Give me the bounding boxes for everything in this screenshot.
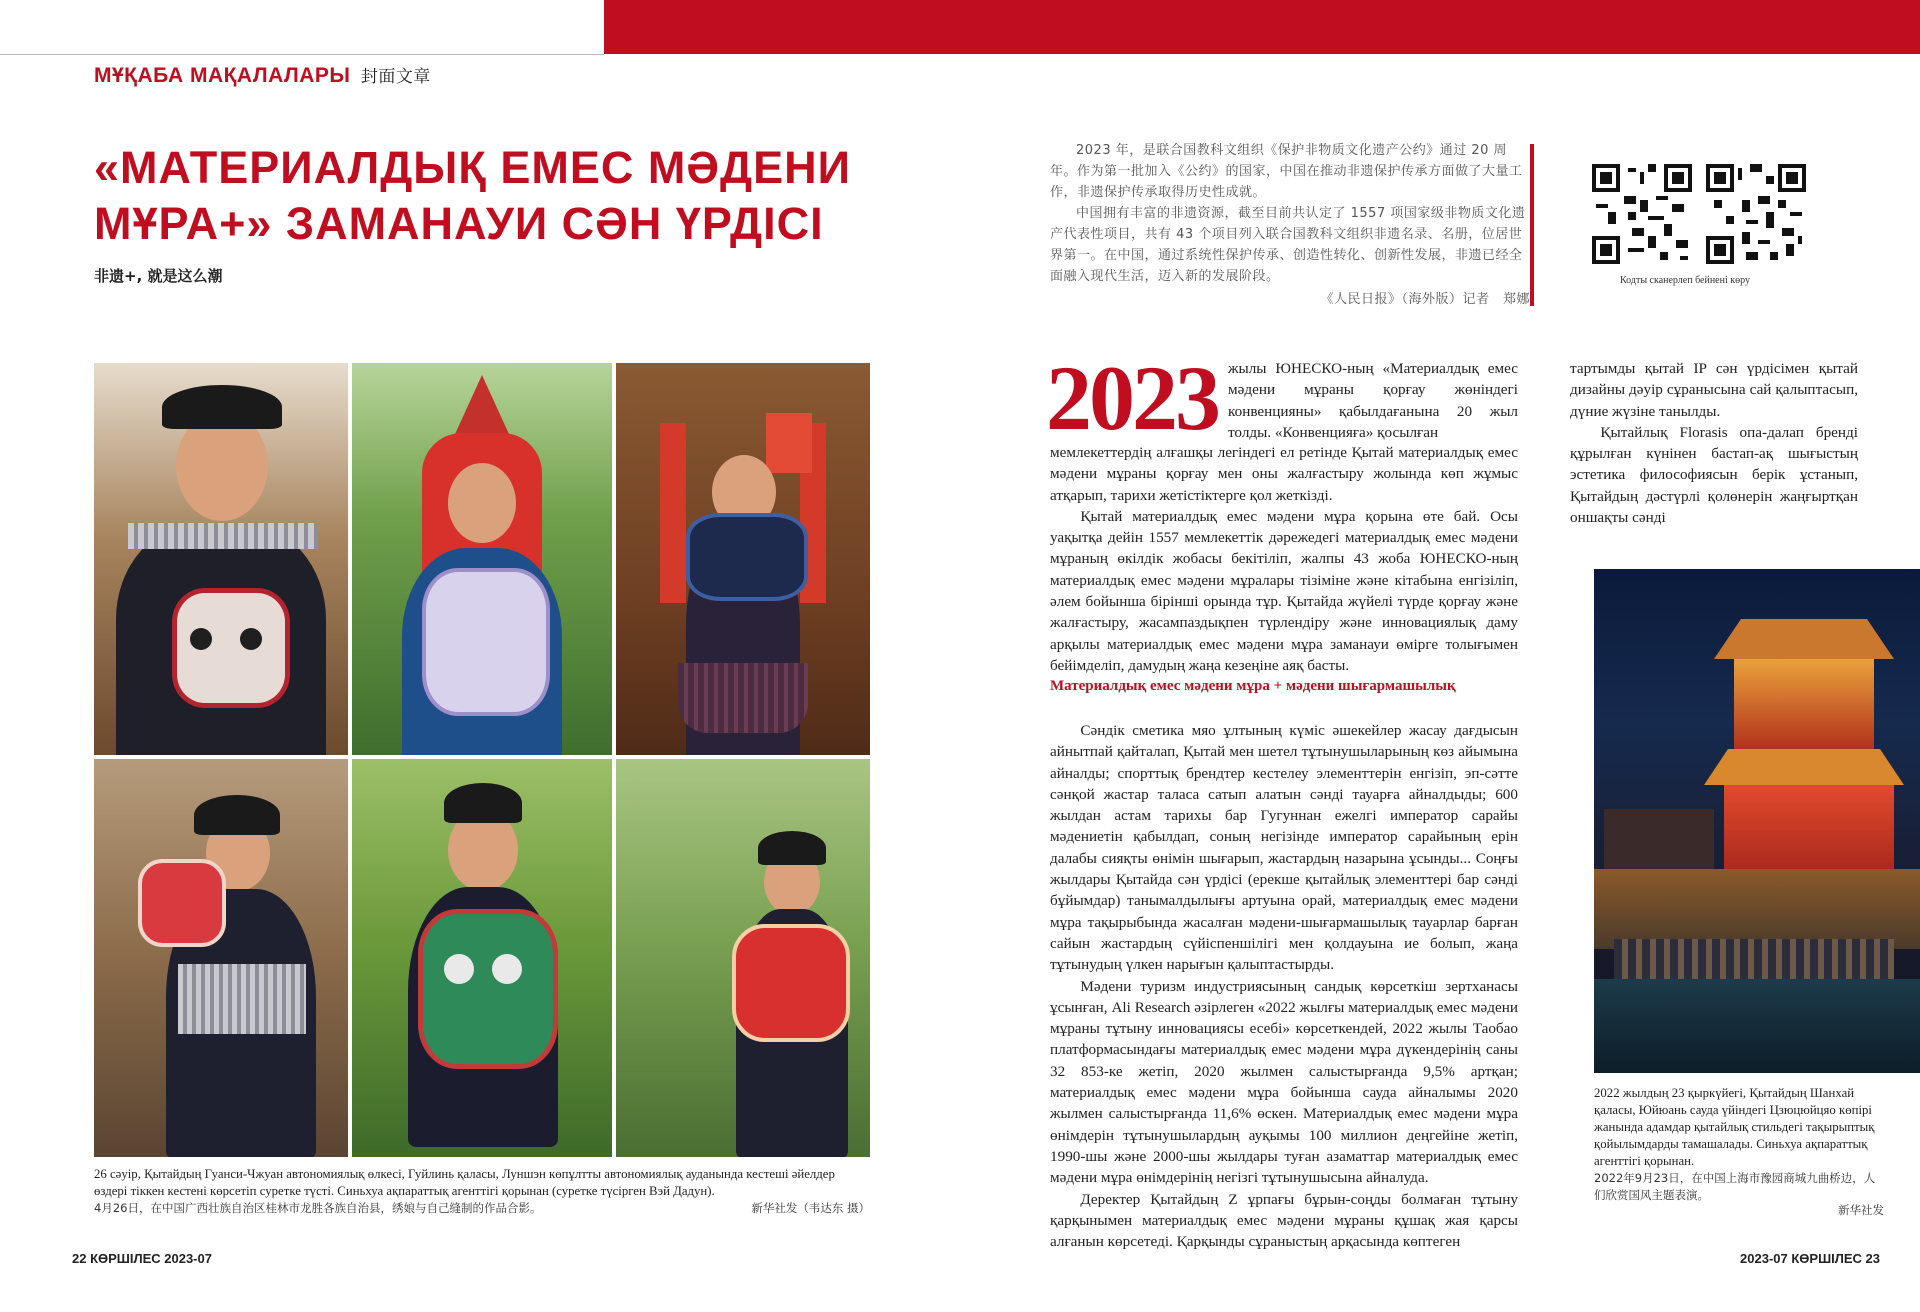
photo-caption-kz: 26 сәуір, Қытайдың Гуанси-Чжуан автономиялық өлкесі, Гуйлинь қаласы, Луншэн көпұлтты автономиялық ауданында кестеші әйелдер өздері тіккен кестені көрсетіп суретке түсті. Синьхуа ақпараттық агенттігі қорынан (суретке түсірген Вэй Дадун). (94, 1167, 835, 1198)
photo-embroiderer-2 (352, 363, 612, 755)
lead-paragraph: жылы ЮНЕСКО-ның «Материалдық емес мәдени мұраны қорғау жөніндегі конвенцияны» қабылдағанына 20 жыл толды. «Конвенцияға» қосылған (1228, 360, 1518, 441)
night-photo-caption-cn: 2022年9月23日，在中国上海市豫园商城九曲桥边，人们欣赏国风主题表演。 (1594, 1171, 1876, 1202)
qr-code-1[interactable] (1592, 164, 1664, 264)
photo-credit-cn: 新华社发（韦达东 摄） (751, 1201, 870, 1215)
paragraph-right-top: тартымды қытай IP сән үрдісімен қытай дизайны дәуір сұранысына сай қалыптасып, дүние жүзіне танылды. (1570, 360, 1858, 420)
article-subtitle-cn: 非遗+, 就是这么潮 (94, 267, 223, 285)
qr-code-icon (1592, 164, 1692, 264)
photo-embroiderer-6 (616, 759, 870, 1157)
photo-yuyuan-night (1594, 569, 1920, 1073)
intro-cn-p2: 中国拥有丰富的非遗资源，截至目前共认定了 1557 项国家级非物质文化遗产代表性项目，共有 43 个项目列入联合国教科文组织非遗名录、名册，位居世界第一。在中国，通过系统性保护传承、创造性转化、创新性发展，非遗已经全面融入现代生活，迈入新的发展阶段。 (1050, 206, 1526, 284)
article-title (94, 140, 894, 252)
dropcap-year: 2023 (1046, 347, 1218, 449)
paragraph-right-2: Қытайлық Florasis опа-далап бренді құрылған күнінен бастап-ақ шығыстың эстетика философиясын берік ұстанып, Қытайдың дәстүрлі қолөнерін жаңғыртқан оншақты сәнді (1570, 423, 1858, 527)
header-rule (0, 54, 604, 55)
intro-cn (1050, 140, 1530, 310)
kicker-cn: 封面文章 (360, 67, 431, 86)
photo-embroiderer-4 (94, 759, 348, 1157)
night-photo-caption: 2022 жылдың 23 қыркүйегі, Қытайдың Шанхай қаласы, Юйюань сауда үйіндегі Цзюцюйцяо көпірі жанында адамдар қытайлық стильдегі тақырыптық қойылымдарды тамашалады. Синьхуа ақпараттық агенттігі қорынан. (1594, 1086, 1875, 1168)
photo-embroiderer-3 (616, 363, 870, 755)
intro-accent-rule (1530, 144, 1534, 306)
qr-code-icon (1706, 164, 1806, 264)
photo-embroiderer-5 (352, 759, 612, 1157)
intro-cn-p1: 2023 年，是联合国教科文组织《保护非物质文化遗产公约》通过 20 周年。作为第一批加入《公约》的国家，中国在推动非遗保护传承方面做了大量工作，非遗保护传承取得历史性成就。 (1050, 143, 1523, 200)
section-heading: Материалдық емес мәдени мұра + мәдени шығармашылық (1050, 678, 1456, 694)
body-column-2 (1570, 358, 1858, 528)
footer-left-folio: 22 КӨРШІЛЕС 2023-07 (72, 1251, 212, 1266)
kicker-text: МҰҚАБА МАҚАЛАЛАРЫ (94, 64, 351, 87)
footer-right-folio: 2023-07 КӨРШІЛЕС 23 (1740, 1251, 1880, 1266)
body-column-1-bottom (1050, 720, 1518, 1252)
body-column-1-top (1050, 442, 1518, 676)
title-line-1: «МАТЕРИАЛДЫҚ ЕМЕС МӘДЕНИ (94, 142, 851, 193)
photo-caption-cn (94, 1200, 870, 1216)
paragraph-4: Мәдени туризм индустриясының сандық көрсеткіш зертханасы ұсынған, Ali Research әзірлеген «2022 жылғы материалдық емес мәдени мұраны тұтыну инновациясы есебі» көрсеткендей, 2022 жылы Таобао платформасындағы материалдық емес мәдени мұра дүкендерінің саны 32 853-ке жетіп, 2020 жылмен салыстырғанда 9,5% артқан; материалдық емес мәдени мұра бойынша сауда айналымы 2020 жылмен салыстырғанда 11,6% өскен. Материалдық емес мәдени мұра өнімдерін тұтынушылардың ауқымы 100 миллион деңгейіне жетіп, 1990-шы және 2000-шы жылдары туған азаматтар материалдық емес мәдени мұра өнімдерінің негізгі тұтынушысына айналуда. (1050, 977, 1518, 1187)
qr-caption: Кодты сканерлеп бейнені көру (1620, 275, 1750, 286)
section-kicker (94, 62, 431, 88)
photo-embroiderer-1 (94, 363, 348, 755)
photo-caption-cn-text: 4月26日，在中国广西壮族自治区桂林市龙胜各族自治县，绣娘与自己缝制的作品合影。 (94, 1201, 542, 1215)
lead-text (1228, 358, 1518, 443)
qr-code-2[interactable] (1706, 164, 1778, 264)
paragraph-1-cont: мемлекеттердің алғашқы легіндегі ел ретінде Қытай материалдық емес мәдени мұраны қорғау мен оны жалғастыру жолында көп жұмыс атқарып, тарихи жетістіктерге қол жеткізді. (1050, 444, 1518, 504)
night-photo-credit: 新华社发 (1838, 1203, 1884, 1217)
title-line-2: МҰРА+» ЗАМАНАУИ СӘН ҮРДІСІ (94, 198, 824, 249)
header-red-band (604, 0, 1920, 54)
paragraph-3: Сәндік сметика мяо ұлтының күміс әшекейлер жасау дағдысын айнытпай қайталап, Қытай мен шетел тұтынушыларының көз айымына айналды; спорттық брендтер кестелеу элементтерін енгізіп, эп-сәтте сәнқой жастар таласа сатып алатын сәнді тауарға айналдыды; 600 жылдан астам тарихы бар Гугуннан ежелгі император сарайы мәдениетін қабылдап, соның негізінде император сарайының ерін далабы сияқты өнімін шығарып, жастардың назарына ұсынды... Соңғы жылдары Қытайда сән үрдісі (ерекше қытайлық элементтері бар сәнді бұйымдар) танымалдылығы артуына орай, материалдық емес мәдени мұра тақырыбында жасалған мәдени-шығармашылық тауарлар барған сайын жастардың сүйіспеншілігі мен қолдауына ие болып, жаңа тұтынудың үлкен нарығын қалыптастырды. (1050, 722, 1518, 974)
paragraph-5: Деректер Қытайдың Z ұрпағы бұрын-соңды болмаған тұтыну қарқынымен материалдық емес мәдени мұраны құшақ жая қарсы алғанын көрсетеді. Қарқынды сұраныстың арқасында көптеген (1050, 1190, 1518, 1251)
intro-cn-byline: 《人民日报》（海外版）记者 郑娜 (1320, 292, 1530, 307)
paragraph-2: Қытай материалдық емес мәдени мұра қорына өте бай. Осы уақытқа дейін 1557 мемлекеттік дәрежедегі материалдық емес мәдени мұраның өкілдік жобасы бекітіліп, жалпы 43 жоба ЮНЕСКО-ның материалдық емес мәдени мұралары тізіміне және кітабына енгізіліп, әлем бойынша бірінші орында тұр. Қытайда жүйелі түрде қорғау және жалғастыру, жасампаздықпен түрлендіру және инновациялық даму арқылы материалдық емес мәдени мұра заманауи өмірге толығымен бейімделіп, дамудың жаңа кезеңіне аяқ басты. (1050, 507, 1518, 674)
